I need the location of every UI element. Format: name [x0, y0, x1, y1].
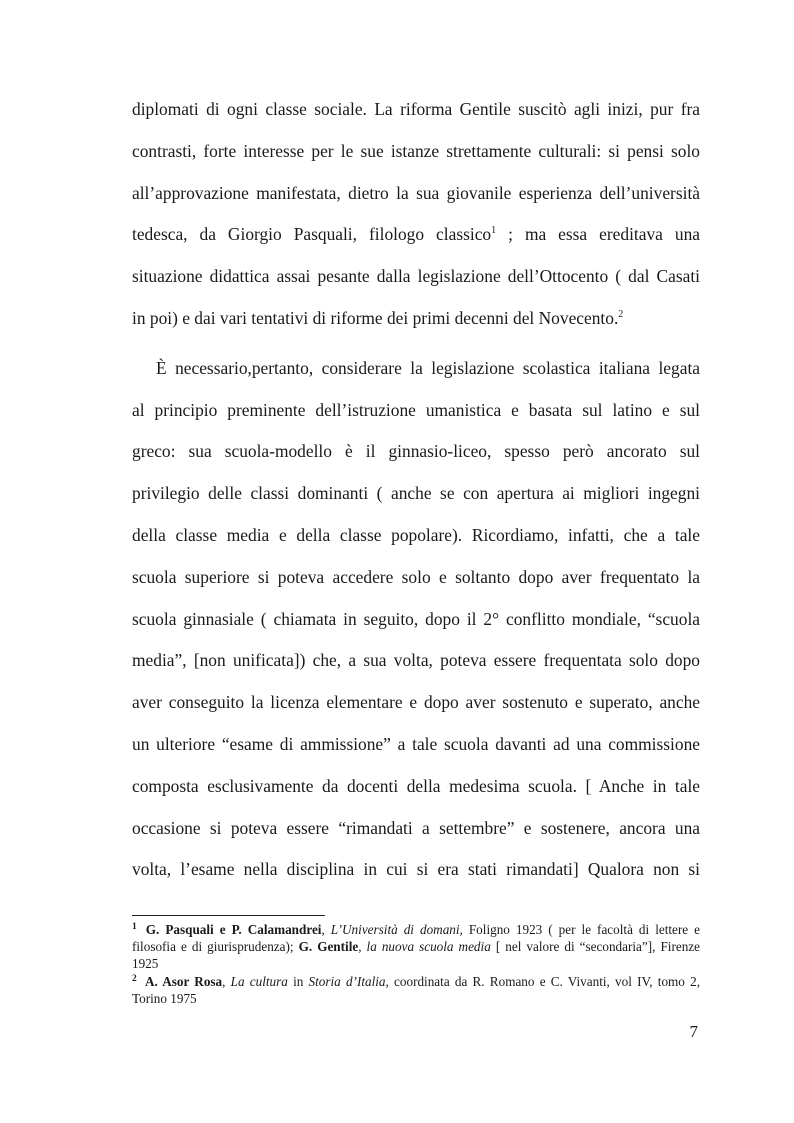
- footnote-1-line2: filosofia e di giurisprudenza); G. Gentile, la nuova scuola media [ nel valore di “secondaria”], Firenze: [132, 939, 701, 954]
- text-line: all’approvazione manifestata, dietro la sua giovanile esperienza dell’università: [132, 182, 700, 203]
- text-line: È necessario,pertanto, considerare la legislazione scolastica italiana legata: [156, 357, 700, 378]
- body-text: [132, 89, 700, 891]
- footnote-title: Storia d’Italia: [308, 974, 386, 989]
- footnote-divider: [132, 915, 325, 916]
- footnote-2: $^2$ A. Asor Rosa, La cultura in Storia d’Italia, coordinata da R. Romano e C. Vivanti, vol IV, tomo 2,: [132, 974, 700, 989]
- footnote-number: 2: [132, 974, 137, 984]
- footnote-author: G. Pasquali e P. Calamandrei: [145, 922, 322, 937]
- footnote-ref-2[interactable]: 2: [618, 308, 624, 320]
- text-line: scuola superiore si poteva accedere solo e soltanto dopo aver frequentato la: [132, 566, 700, 587]
- text-line: volta, l’esame nella disciplina in cui si era stati rimandati] Qualora non si: [132, 859, 700, 880]
- text-fragment: in poi) e dai vari tentativi di riforme dei primi decenni del Novecento.: [132, 307, 619, 328]
- text-fragment: ; ma essa ereditava una: [508, 224, 700, 245]
- footnote-author: G. Gentile: [298, 939, 359, 954]
- footnote-number: 1: [132, 922, 137, 932]
- footnote-text: Foligno 1923 ( per le facoltà di lettere e: [462, 922, 701, 937]
- footnote-text: [ nel valore di “secondaria”], Firenze: [490, 939, 701, 954]
- text-line: composta esclusivamente da docenti della medesima scuola. [ Anche in tale: [132, 775, 700, 796]
- footnote-ref-1[interactable]: 1: [491, 225, 497, 237]
- footnote-title: la nuova scuola media: [366, 939, 491, 954]
- text-line: occasione si poteva essere “rimandati a settembre” e sostenere, ancora una: [132, 817, 700, 838]
- text-line: un ulteriore “esame di ammissione” a tale scuola davanti ad una commissione: [132, 733, 700, 754]
- footnote-author: A. Asor Rosa: [144, 974, 223, 989]
- footnote-2-line2: Torino 1975: [132, 991, 197, 1006]
- text-fragment: tedesca, da Giorgio Pasquali, filologo classico: [132, 224, 492, 245]
- text-line: [132, 214, 700, 256]
- text-line: al principio preminente dell’istruzione umanistica e basata sul latino e sul: [132, 399, 700, 420]
- footnote-title: La cultura: [230, 974, 288, 989]
- page-number: 7: [689, 1022, 698, 1041]
- text-line: diplomati di ogni classe sociale. La riforma Gentile suscitò agli inizi, pur fra: [132, 99, 700, 119]
- text-line: media”, [non unificata]) che, a sua volta, poteva essere frequentata solo dopo: [132, 650, 700, 671]
- footnote-title: L’Università di domani,: [330, 922, 463, 937]
- footnote-1-line3: 1925: [132, 956, 159, 971]
- footnote-text: , coordinata da R. Romano e C. Vivanti, vol IV, tomo 2,: [385, 974, 700, 989]
- text-line: scuola ginnasiale ( chiamata in seguito, dopo il 2° conflitto mondiale, “scuola: [132, 608, 700, 629]
- text-line: situazione didattica assai pesante dalla legislazione dell’Ottocento ( dal Casati: [132, 266, 700, 287]
- text-line: greco: sua scuola-modello è il ginnasio-liceo, spesso però ancorato sul: [132, 441, 700, 462]
- text-line: della classe media e della classe popolare). Ricordiamo, infatti, che a tale: [132, 524, 700, 545]
- text-line: [132, 298, 700, 340]
- text-line: privilegio delle classi dominanti ( anche se con apertura ai migliori ingegni: [132, 483, 700, 504]
- footnote-1: $^1$ G. Pasquali e P. Calamandrei, L’Università di domani, Foligno 1923 ( per le facoltà di lettere e: [132, 922, 701, 937]
- footnote-text: filosofia e di giurisprudenza);: [132, 939, 299, 954]
- footnote-text: in: [287, 974, 309, 989]
- text-line: aver conseguito la licenza elementare e dopo aver sostenuto e superato, anche: [132, 692, 700, 713]
- footnotes: [132, 921, 700, 1007]
- text-line: contrasti, forte interesse per le sue istanze strettamente culturali: si pensi solo: [132, 140, 700, 161]
